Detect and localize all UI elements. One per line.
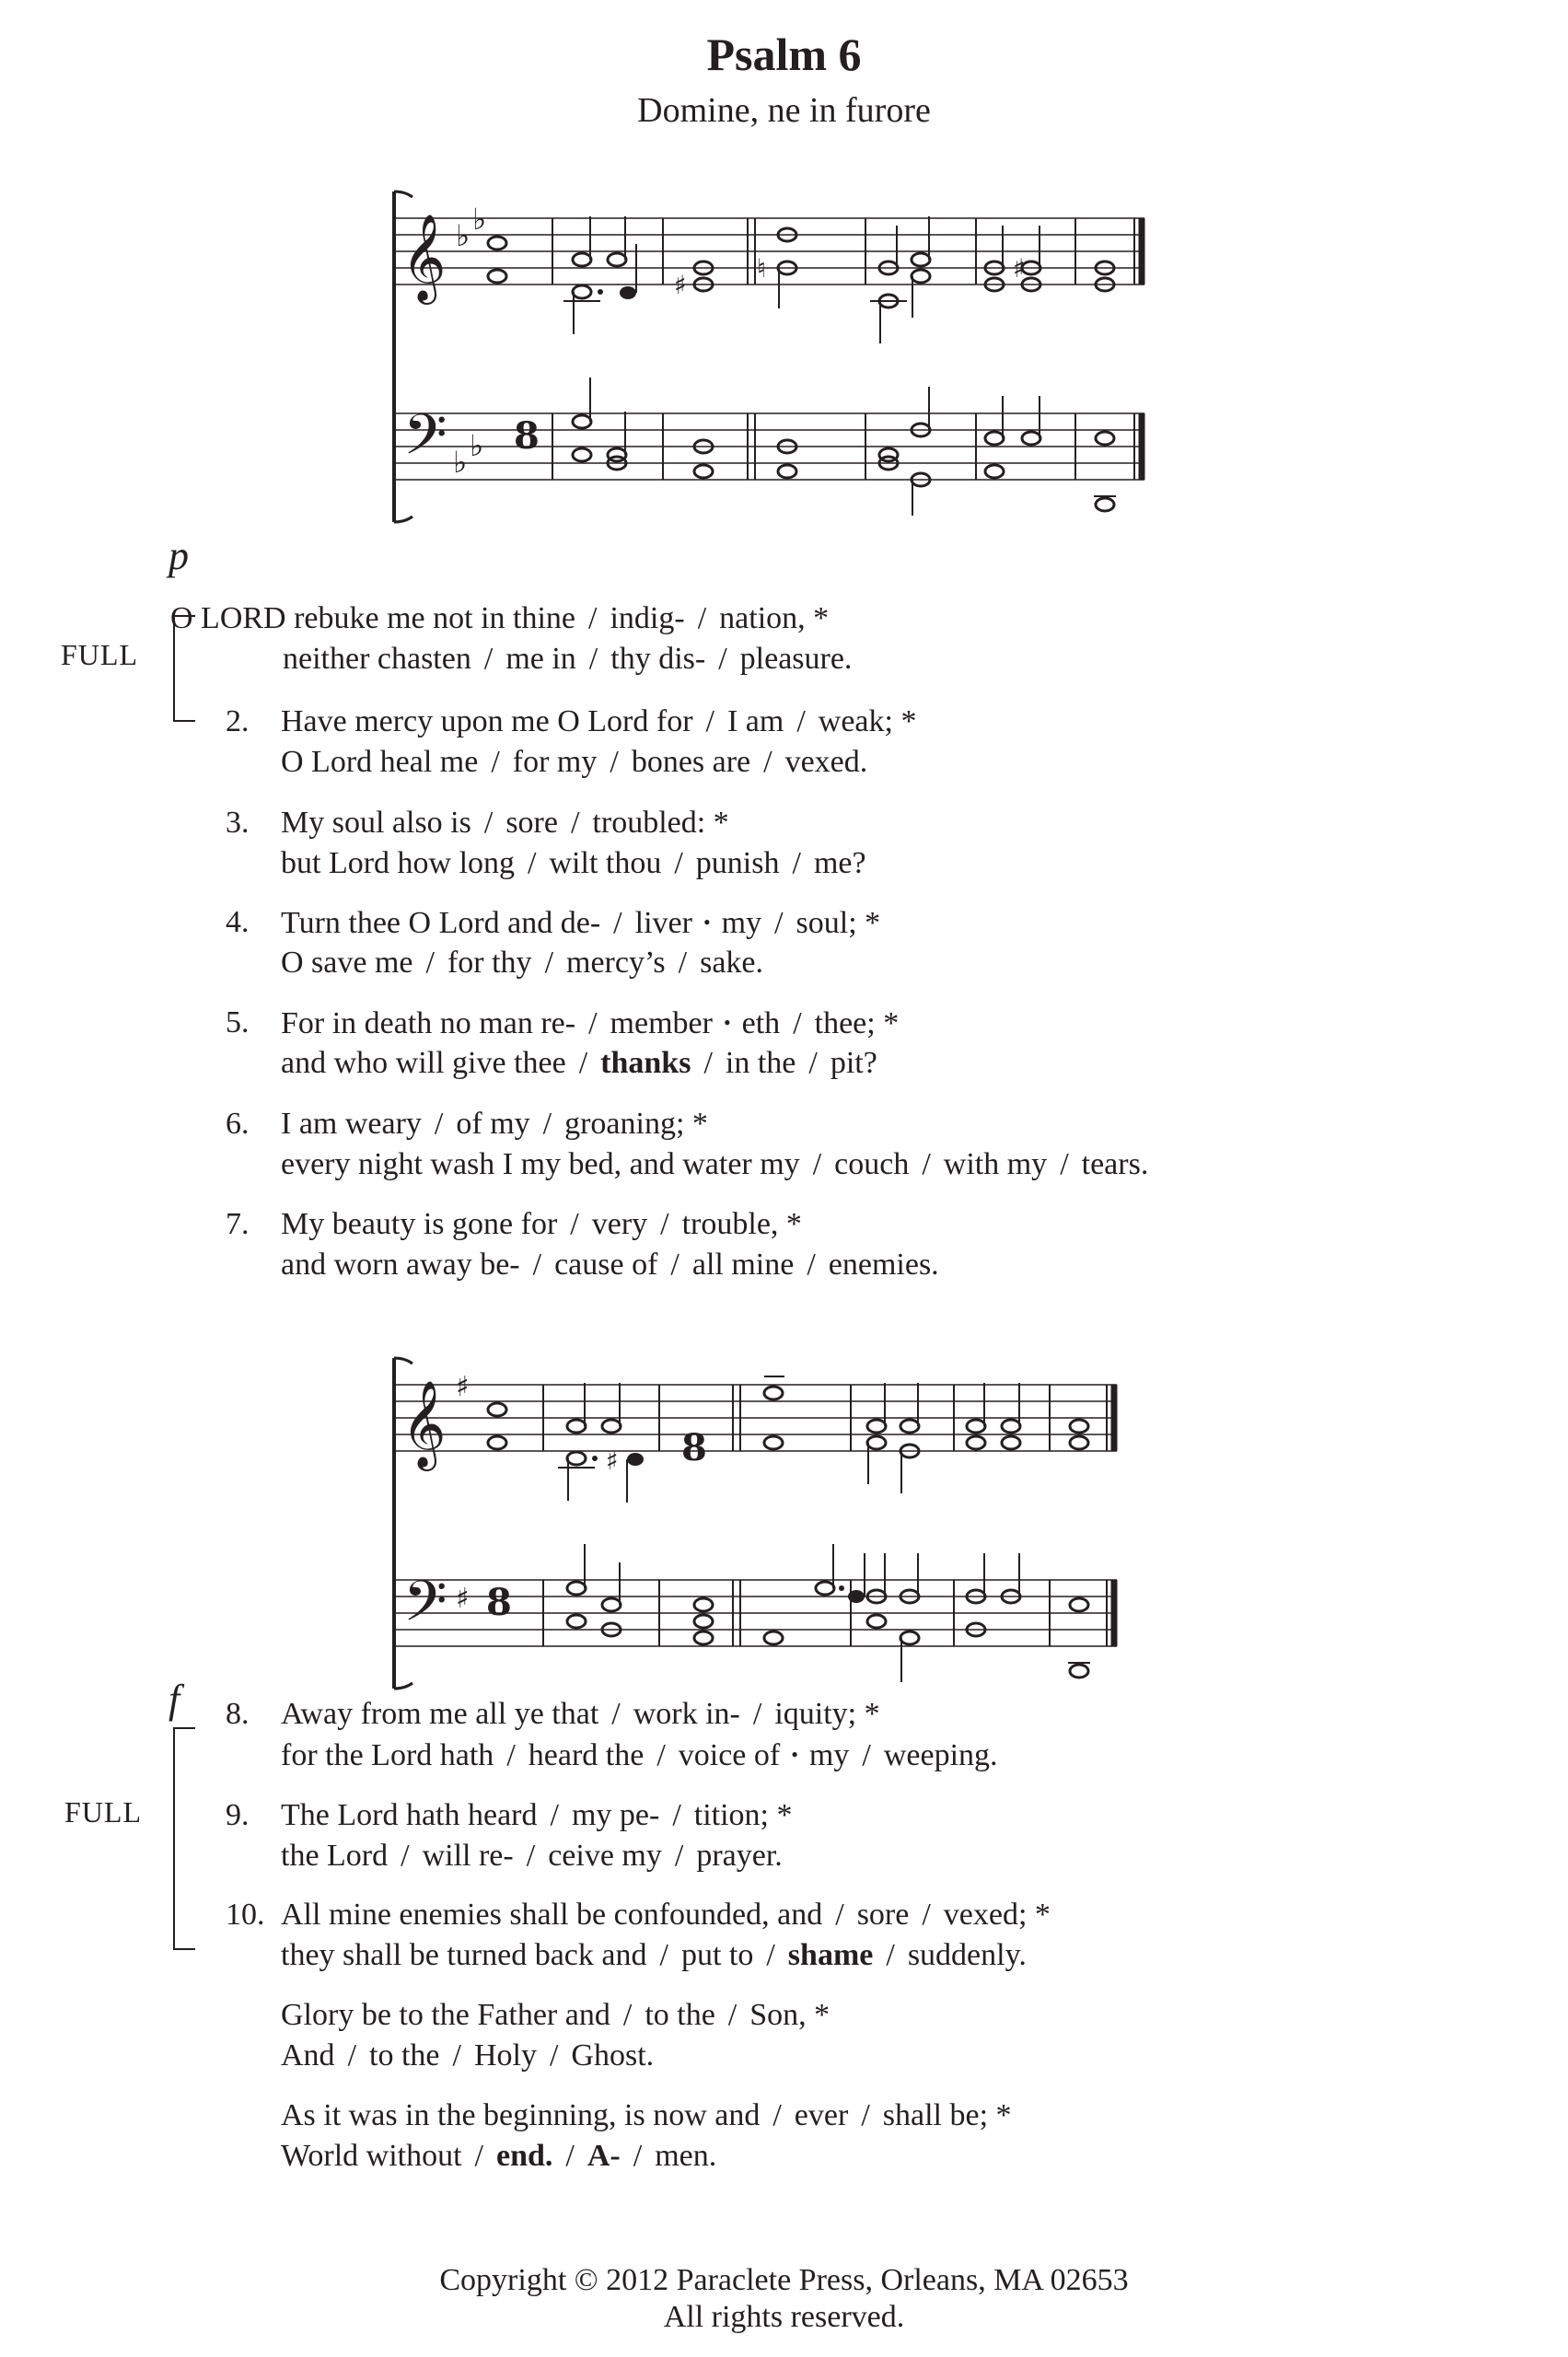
pointing-slash-icon: / bbox=[452, 2038, 461, 2073]
chant-segment: weeping. bbox=[883, 1738, 998, 1772]
chant-segment: punish bbox=[695, 846, 780, 880]
full-bracket bbox=[173, 1727, 195, 1950]
chant-segment: Away from me all ye that bbox=[281, 1697, 599, 1731]
chant-segment: The Lord hath heard bbox=[281, 1798, 538, 1832]
chant-segment: member bbox=[610, 1006, 713, 1040]
chant-segment: vexed. bbox=[784, 745, 868, 779]
verse-line-1 bbox=[281, 1694, 880, 1735]
pointing-slash-icon: / bbox=[542, 1107, 552, 1141]
chant-segment: eth bbox=[741, 1006, 781, 1040]
verse-line-2 bbox=[281, 1836, 783, 1876]
pointing-slash-icon: / bbox=[862, 1738, 871, 1772]
verse-line-2 bbox=[281, 2136, 716, 2177]
svg-text:♭: ♭ bbox=[472, 202, 487, 237]
chant-segment: Turn thee O Lord and de- bbox=[281, 906, 601, 940]
svg-text:♯: ♯ bbox=[674, 270, 687, 300]
verse-line-2 bbox=[281, 1735, 998, 1776]
chant-segment: World without bbox=[281, 2139, 462, 2173]
verse-line-1 bbox=[281, 1003, 899, 1044]
chant-segment: nation, * bbox=[719, 601, 830, 635]
verse-line-1 bbox=[170, 598, 829, 639]
verse-line-2 bbox=[281, 1935, 1027, 1976]
pointing-slash-icon: / bbox=[752, 1697, 762, 1731]
pointing-slash-icon: / bbox=[670, 1248, 679, 1282]
pointing-slash-icon: / bbox=[483, 642, 494, 676]
pointing-slash-icon: / bbox=[678, 946, 688, 980]
pointing-slash-icon: / bbox=[835, 1898, 844, 1932]
pointing-slash-icon: / bbox=[565, 2139, 575, 2173]
page-subtitle: Domine, ne in furore bbox=[637, 91, 931, 130]
chant-segment: My beauty is gone for bbox=[281, 1207, 558, 1241]
chant-segment: thanks bbox=[600, 1046, 691, 1080]
chant-segment: with my bbox=[943, 1147, 1048, 1181]
verse-line-1 bbox=[281, 1104, 708, 1144]
chant-segment: for thy bbox=[447, 946, 532, 980]
pointing-slash-icon: / bbox=[622, 1998, 633, 2032]
bass-clef-icon: 𝄢 bbox=[403, 402, 447, 482]
pointing-slash-icon: / bbox=[796, 704, 806, 738]
bass-clef-icon: 𝄢 bbox=[403, 1569, 447, 1648]
dynamic-marking-piano: p bbox=[168, 533, 189, 578]
chant-segment: tears. bbox=[1081, 1147, 1149, 1181]
syllable-dot-icon: • bbox=[723, 1011, 731, 1034]
pointing-slash-icon: / bbox=[703, 1046, 713, 1080]
chant-segment: mercy’s bbox=[566, 946, 666, 980]
chant-segment: groaning; * bbox=[564, 1107, 708, 1141]
pointing-slash-icon: / bbox=[474, 2139, 483, 2173]
chant-segment: voice of bbox=[678, 1738, 781, 1772]
chant-segment: every night wash I my bed, and water my bbox=[281, 1147, 800, 1181]
pointing-slash-icon: / bbox=[922, 1898, 931, 1932]
svg-text:♯: ♯ bbox=[1013, 253, 1026, 284]
svg-text:♯: ♯ bbox=[606, 1446, 619, 1476]
pointing-slash-icon: / bbox=[611, 1697, 621, 1731]
verse-line-1 bbox=[281, 2096, 1012, 2136]
pointing-slash-icon: / bbox=[506, 1738, 516, 1772]
pointing-slash-icon: / bbox=[401, 1839, 410, 1873]
syllable-dot-icon: • bbox=[703, 911, 711, 934]
pointing-slash-icon: / bbox=[491, 745, 500, 779]
verse-line-2 bbox=[281, 943, 763, 983]
pointing-slash-icon: / bbox=[656, 1738, 666, 1772]
chant-segment: O save me bbox=[281, 946, 413, 980]
chant-segment: pleasure. bbox=[739, 642, 853, 676]
chant-segment: couch bbox=[834, 1147, 910, 1181]
chant-segment: they shall be turned back and bbox=[281, 1938, 647, 1972]
chant-segment: troubled: * bbox=[592, 806, 729, 840]
svg-text:♭: ♭ bbox=[470, 428, 484, 463]
pointing-slash-icon: / bbox=[718, 642, 727, 676]
verse-line-2 bbox=[283, 639, 852, 679]
pointing-slash-icon: / bbox=[793, 1006, 802, 1040]
chant-segment: will re- bbox=[422, 1839, 514, 1873]
chant-segment: to the bbox=[369, 2038, 440, 2073]
pointing-slash-icon: / bbox=[613, 906, 622, 940]
copyright-notice bbox=[0, 2262, 1568, 2336]
chant-segment: put to bbox=[680, 1938, 754, 1972]
verse-number: 10. bbox=[226, 1898, 265, 1932]
chant-segment: liver bbox=[634, 906, 692, 940]
chant-segment: and who will give thee bbox=[281, 1046, 566, 1080]
pointing-slash-icon: / bbox=[610, 745, 619, 779]
chant-segment: For in death no man re- bbox=[281, 1006, 576, 1040]
chant-segment: sore bbox=[856, 1898, 910, 1932]
pointing-slash-icon: / bbox=[425, 946, 435, 980]
full-label: FULL bbox=[64, 1795, 142, 1829]
pointing-slash-icon: / bbox=[347, 2038, 357, 2073]
pointing-slash-icon: / bbox=[766, 1938, 775, 1972]
pointing-slash-icon: / bbox=[588, 1006, 598, 1040]
chant-segment: As it was in the beginning, is now and bbox=[281, 2098, 761, 2132]
chant-segment: sake. bbox=[700, 946, 764, 980]
pointing-slash-icon: / bbox=[659, 1938, 668, 1972]
pointing-slash-icon: / bbox=[922, 1147, 931, 1181]
chant-segment: bones are bbox=[631, 745, 751, 779]
chant-segment: soul; * bbox=[796, 906, 881, 940]
rights-line: All rights reserved. bbox=[663, 2300, 905, 2334]
chant-segment: very bbox=[591, 1207, 648, 1241]
svg-text:♯: ♯ bbox=[456, 1371, 470, 1403]
pointing-slash-icon: / bbox=[550, 1798, 559, 1832]
pointing-slash-icon: / bbox=[705, 704, 714, 738]
pointing-slash-icon: / bbox=[774, 906, 784, 940]
treble-clef-icon: 𝄞 bbox=[401, 1380, 447, 1468]
pointing-slash-icon: / bbox=[532, 1248, 542, 1282]
chant-segment: in the bbox=[725, 1046, 796, 1080]
chant-segment: vexed; * bbox=[943, 1898, 1051, 1932]
chant-segment: ceive my bbox=[548, 1839, 662, 1873]
pointing-slash-icon: / bbox=[772, 2098, 782, 2132]
chant-segment: And bbox=[281, 2038, 335, 2073]
chant-segment: I am weary bbox=[281, 1107, 422, 1141]
pointing-slash-icon: / bbox=[674, 1839, 684, 1873]
copyright-line: Copyright © 2012 Paraclete Press, Orleans, MA 02653 bbox=[439, 2263, 1129, 2297]
full-label: FULL bbox=[61, 638, 138, 671]
pointing-slash-icon: / bbox=[544, 946, 554, 980]
chant-segment: thy dis- bbox=[610, 642, 706, 676]
chant-segment: weak; * bbox=[818, 704, 917, 738]
verse-number: 7. bbox=[226, 1207, 250, 1241]
verse-number: 5. bbox=[226, 1005, 250, 1039]
pointing-slash-icon: / bbox=[549, 2038, 559, 2073]
verse-line-2 bbox=[281, 843, 866, 884]
chant-segment: O Lord heal me bbox=[281, 745, 479, 779]
svg-text:♭: ♭ bbox=[456, 218, 470, 253]
pointing-slash-icon: / bbox=[727, 1998, 738, 2032]
chant-segment: my bbox=[721, 906, 762, 940]
chant-segment: men. bbox=[655, 2139, 717, 2173]
chant-segment: cause of bbox=[554, 1248, 658, 1282]
chant-segment: for the Lord hath bbox=[281, 1738, 494, 1772]
chant-segment: shall be; * bbox=[882, 2098, 1012, 2132]
chant-segment: the Lord bbox=[281, 1839, 389, 1873]
chant-segment: my bbox=[808, 1738, 850, 1772]
dynamic-marking-forte: f bbox=[168, 1677, 180, 1722]
pointing-slash-icon: / bbox=[807, 1248, 816, 1282]
pointing-slash-icon: / bbox=[674, 846, 683, 880]
svg-text:8: 8 bbox=[681, 1426, 707, 1469]
pointing-slash-icon: / bbox=[526, 1839, 536, 1873]
pointing-slash-icon: / bbox=[570, 806, 580, 840]
chant-segment: pit? bbox=[830, 1046, 877, 1080]
svg-text:♯: ♯ bbox=[456, 1583, 470, 1615]
svg-text:♭: ♭ bbox=[453, 445, 468, 480]
verse-number: 8. bbox=[226, 1697, 250, 1731]
svg-text:♮: ♮ bbox=[757, 253, 767, 284]
chant-segment: neither chasten bbox=[283, 642, 471, 676]
verse-number: 3. bbox=[226, 806, 250, 840]
chant-segment: my pe- bbox=[571, 1798, 660, 1832]
chant-segment: me? bbox=[813, 846, 866, 880]
verse-line-1 bbox=[281, 1895, 1051, 1935]
pointing-slash-icon: / bbox=[570, 1207, 579, 1241]
pointing-slash-icon: / bbox=[528, 846, 537, 880]
verse-line-1 bbox=[281, 1204, 802, 1245]
chant-segment: sore bbox=[505, 806, 558, 840]
chant-segment: Son, * bbox=[749, 1998, 830, 2032]
verse-line-1 bbox=[281, 803, 729, 843]
chant-segment: heard the bbox=[528, 1738, 645, 1772]
verse-line-2 bbox=[281, 1043, 877, 1084]
verse-line-1 bbox=[281, 702, 916, 742]
chant-segment: but Lord how long bbox=[281, 846, 516, 880]
pointing-slash-icon: / bbox=[578, 1046, 588, 1080]
chant-score-1 bbox=[368, 189, 1160, 529]
pointing-slash-icon: / bbox=[792, 846, 801, 880]
verse-line-2 bbox=[281, 742, 867, 783]
chant-segment: thee; * bbox=[814, 1006, 900, 1040]
chant-segment: wilt thou bbox=[549, 846, 662, 880]
chant-segment: Glory be to the Father and bbox=[281, 1998, 610, 2032]
pointing-slash-icon: / bbox=[660, 1207, 669, 1241]
chant-score-2 bbox=[368, 1355, 1160, 1696]
chant-segment: for my bbox=[512, 745, 598, 779]
pointing-slash-icon: / bbox=[588, 642, 598, 676]
verse-line-1 bbox=[281, 1995, 830, 2036]
svg-text:8: 8 bbox=[514, 414, 540, 458]
verse-number: 2. bbox=[226, 704, 250, 738]
pointing-slash-icon: / bbox=[588, 601, 598, 635]
verse-line-2 bbox=[281, 1245, 939, 1285]
chant-segment: tition; * bbox=[693, 1798, 793, 1832]
pointing-slash-icon: / bbox=[1060, 1147, 1069, 1181]
verse-line-2 bbox=[281, 1144, 1148, 1185]
chant-segment: A- bbox=[587, 2139, 621, 2173]
verse-line-1 bbox=[281, 902, 880, 944]
chant-segment: all mine bbox=[691, 1248, 795, 1282]
syllable-dot-icon: • bbox=[791, 1743, 798, 1766]
chant-segment: ever bbox=[794, 2098, 849, 2132]
pointing-slash-icon: / bbox=[886, 1938, 895, 1972]
chant-segment: end. bbox=[495, 2139, 553, 2173]
pointing-slash-icon: / bbox=[483, 806, 494, 840]
verse-line-2 bbox=[281, 2036, 654, 2076]
pointing-slash-icon: / bbox=[633, 2139, 643, 2173]
chant-segment: and worn away be- bbox=[281, 1248, 520, 1282]
pointing-slash-icon: / bbox=[763, 745, 772, 779]
chant-segment: me in bbox=[505, 642, 576, 676]
verse-number: 6. bbox=[226, 1107, 250, 1141]
pointing-slash-icon: / bbox=[812, 1147, 822, 1181]
pointing-slash-icon: / bbox=[808, 1046, 818, 1080]
chant-segment: Ghost. bbox=[571, 2038, 655, 2073]
pointing-slash-icon: / bbox=[672, 1798, 681, 1832]
page-title: Psalm 6 bbox=[706, 29, 862, 80]
chant-segment: All mine enemies shall be confounded, and bbox=[281, 1898, 823, 1932]
chant-segment: shame bbox=[787, 1938, 874, 1972]
verse-number: 4. bbox=[226, 905, 250, 939]
chant-segment: iquity; * bbox=[774, 1697, 880, 1731]
chant-segment: Have mercy upon me O Lord for bbox=[281, 704, 693, 738]
treble-clef-icon: 𝄞 bbox=[401, 214, 447, 301]
pointing-slash-icon: / bbox=[434, 1107, 444, 1141]
chant-segment: My soul also is bbox=[281, 806, 471, 840]
chant-segment: to the bbox=[645, 1998, 715, 2032]
pointing-slash-icon: / bbox=[861, 2098, 870, 2132]
chant-segment: indig- bbox=[610, 601, 685, 635]
chant-segment: Holy bbox=[473, 2038, 537, 2073]
chant-segment: O LORD rebuke me not in thine bbox=[170, 601, 576, 635]
chant-segment: trouble, * bbox=[681, 1207, 802, 1241]
verse-number: 9. bbox=[226, 1798, 250, 1832]
chant-segment: of my bbox=[456, 1107, 530, 1141]
verse-line-1 bbox=[281, 1795, 793, 1836]
chant-segment: enemies. bbox=[828, 1248, 939, 1282]
chant-segment: prayer. bbox=[696, 1839, 783, 1873]
chant-segment: work in- bbox=[633, 1697, 740, 1731]
chant-segment: suddenly. bbox=[907, 1938, 1027, 1972]
svg-text:8: 8 bbox=[486, 1581, 512, 1624]
chant-segment: I am bbox=[726, 704, 784, 738]
pointing-slash-icon: / bbox=[697, 601, 707, 635]
